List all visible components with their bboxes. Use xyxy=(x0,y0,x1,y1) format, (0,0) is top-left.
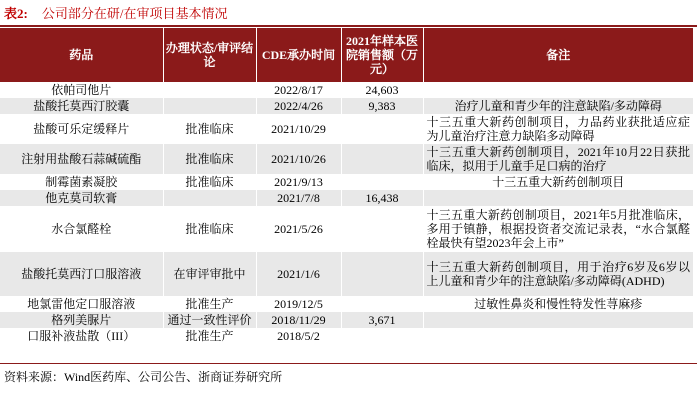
sales: 9,383 xyxy=(341,98,423,114)
status: 批准生产 xyxy=(163,328,256,344)
status: 批准临床 xyxy=(163,206,256,252)
drug-name: 他克莫司软膏 xyxy=(0,190,163,206)
drug-name: 口服补液盐散（III） xyxy=(0,328,163,344)
note: 十三五重大新药创制项目，2021年10月22日获批临床，拟用于儿童手足口病的治疗 xyxy=(423,144,693,174)
sales xyxy=(341,206,423,252)
note xyxy=(423,82,693,98)
status: 在审评审批中 xyxy=(163,252,256,296)
cde-date: 2018/11/29 xyxy=(256,312,341,328)
col-header-sales: 2021年样本医院销售额（万元） xyxy=(341,28,423,82)
sales xyxy=(341,144,423,174)
col-header-status: 办理状态/审评结论 xyxy=(163,28,256,82)
sales: 3,671 xyxy=(341,312,423,328)
cde-date: 2019/12/5 xyxy=(256,296,341,312)
col-header-notes: 备注 xyxy=(423,28,693,82)
drug-name: 制霉菌素凝胶 xyxy=(0,174,163,190)
note xyxy=(423,312,693,328)
cde-date: 2022/8/17 xyxy=(256,82,341,98)
status xyxy=(163,190,256,206)
note: 十三五重大新药创制项目，力品药业获批适应症为儿童治疗注意力缺陷多动障碍 xyxy=(423,114,693,144)
cde-date: 2022/4/26 xyxy=(256,98,341,114)
table-row xyxy=(0,252,693,296)
table-row xyxy=(0,206,693,252)
cde-date: 2018/5/2 xyxy=(256,328,341,344)
source-note: 资料来源：Wind医药库、公司公告、浙商证券研究所 xyxy=(4,370,283,384)
pipeline-table xyxy=(0,28,693,344)
cde-date: 2021/10/26 xyxy=(256,144,341,174)
drug-name: 盐酸托莫西汀胶囊 xyxy=(0,98,163,114)
table-caption xyxy=(0,0,697,24)
cde-date: 2021/1/6 xyxy=(256,252,341,296)
drug-name: 格列美脲片 xyxy=(0,312,163,328)
note: 过敏性鼻炎和慢性特发性荨麻疹 xyxy=(423,296,693,312)
note xyxy=(423,190,693,206)
drug-name: 依帕司他片 xyxy=(0,82,163,98)
cde-date: 2021/9/13 xyxy=(256,174,341,190)
sales: 16,438 xyxy=(341,190,423,206)
table-row xyxy=(0,328,693,344)
drug-name: 盐酸可乐定缓释片 xyxy=(0,114,163,144)
sales xyxy=(341,296,423,312)
sales xyxy=(341,174,423,190)
sales: 24,603 xyxy=(341,82,423,98)
table-row xyxy=(0,296,693,312)
header-row xyxy=(0,28,693,82)
note: 治疗儿童和青少年的注意缺陷/多动障碍 xyxy=(423,98,693,114)
note: 十三五重大新药创制项目，2021年5月批准临床，多用于镇静，根据投资者交流记录表，“水合氯醛栓最快有望2023年会上市” xyxy=(423,206,693,252)
cde-date: 2021/10/29 xyxy=(256,114,341,144)
table-row xyxy=(0,114,693,144)
title-divider xyxy=(0,25,697,27)
drug-name: 水合氯醛栓 xyxy=(0,206,163,252)
status: 批准临床 xyxy=(163,144,256,174)
table-row xyxy=(0,82,693,98)
note xyxy=(423,328,693,344)
status: 批准临床 xyxy=(163,174,256,190)
table-bottom-rule xyxy=(0,363,697,364)
table-row xyxy=(0,312,693,328)
table-title: 公司部分在研/在审项目基本情况 xyxy=(41,5,228,21)
note: 十三五重大新药创制项目，用于治疗6岁及6岁以上儿童和青少年的注意缺陷/多动障碍(ADHD) xyxy=(423,252,693,296)
cde-date: 2021/7/8 xyxy=(256,190,341,206)
drug-name: 盐酸托莫西汀口服溶液 xyxy=(0,252,163,296)
drug-name: 地氯雷他定口服溶液 xyxy=(0,296,163,312)
table-row xyxy=(0,144,693,174)
drug-name: 注射用盐酸石蒜碱硫酯 xyxy=(0,144,163,174)
status xyxy=(163,82,256,98)
status: 批准临床 xyxy=(163,114,256,144)
sales xyxy=(341,252,423,296)
note: 十三五重大新药创制项目 xyxy=(423,174,693,190)
col-header-cde-date: CDE承办时间 xyxy=(256,28,341,82)
status: 批准生产 xyxy=(163,296,256,312)
table-row xyxy=(0,190,693,206)
status xyxy=(163,98,256,114)
sales xyxy=(341,328,423,344)
table-row xyxy=(0,174,693,190)
sales xyxy=(341,114,423,144)
col-header-drug: 药品 xyxy=(0,28,163,82)
status: 通过一致性评价 xyxy=(163,312,256,328)
table-row xyxy=(0,98,693,114)
cde-date: 2021/5/26 xyxy=(256,206,341,252)
table-number: 表2: xyxy=(4,5,28,21)
